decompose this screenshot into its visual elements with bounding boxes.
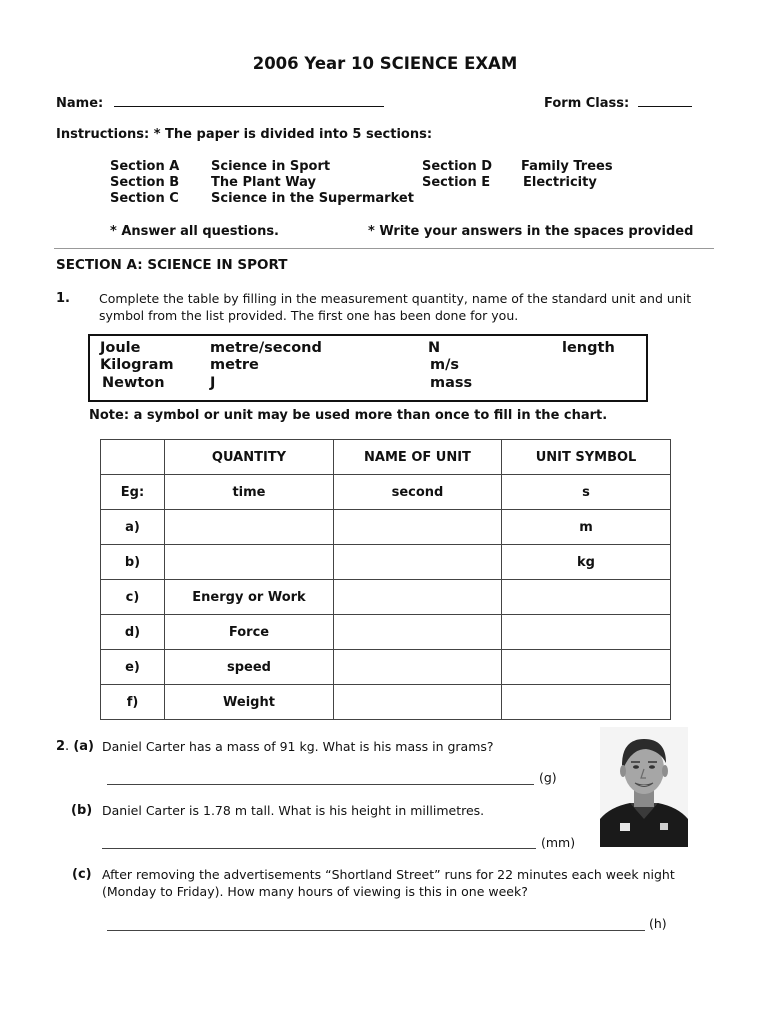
q2b-unit: (mm) [541,835,576,850]
row-label: f) [101,685,165,720]
table-row [101,545,671,580]
unit-name-cell[interactable] [334,580,502,615]
unit-symbol-cell: s [502,475,671,510]
divider [54,248,714,249]
unit-symbol-cell[interactable] [502,685,671,720]
unit-symbol-cell[interactable] [502,615,671,650]
section-c-topic: Science in the Supermarket [211,191,414,206]
quantity-cell: speed [165,650,334,685]
word-length: length [562,340,615,356]
header-blank [101,440,165,475]
unit-name-cell: second [334,475,502,510]
q2b-label: (b) [71,803,93,818]
q2b-text: Daniel Carter is 1.78 m tall. What is his height in millimetres. [102,803,485,818]
q2-number-row: 2. (a) [56,739,94,754]
word-newton: Newton [102,375,165,391]
q1-number: 1. [56,291,70,306]
word-j: J [210,375,216,391]
instructions: Instructions: * The paper is divided into 5 sections: [56,127,433,142]
unit-symbol-cell: kg [502,545,671,580]
name-field[interactable] [114,94,384,107]
note-answer-all: * Answer all questions. [110,224,279,239]
section-b-label: Section B [110,175,180,190]
unit-symbol-cell[interactable] [502,650,671,685]
table-row [101,650,671,685]
unit-name-cell[interactable] [334,685,502,720]
section-a-topic: Science in Sport [211,159,331,174]
header-name-of-unit: NAME OF UNIT [334,440,502,475]
quantity-cell: Force [165,615,334,650]
unit-name-cell[interactable] [334,545,502,580]
q2c-answer-line[interactable] [107,930,645,931]
word-mass: mass [430,375,473,391]
quantity-cell[interactable] [165,510,334,545]
quantity-cell: time [165,475,334,510]
q2c-unit: (h) [649,916,667,931]
note-write-answers: * Write your answers in the spaces provided [368,224,694,239]
q2b-answer-line[interactable] [102,848,536,849]
athlete-photo [600,727,688,847]
row-label: a) [101,510,165,545]
q2a-unit: (g) [539,770,557,785]
quantity-cell[interactable] [165,545,334,580]
header-quantity: QUANTITY [165,440,334,475]
section-a-label: Section A [110,159,180,174]
row-label: e) [101,650,165,685]
q2a-label: (a) [73,739,94,754]
q2a-answer-line[interactable] [107,784,534,785]
quantity-cell: Energy or Work [165,580,334,615]
q2-number: 2 [56,739,66,754]
table-row [101,510,671,545]
q1-note: Note: a symbol or unit may be used more than once to fill in the chart. [89,408,608,423]
q2c-text-line2: (Monday to Friday). How many hours of viewing is this in one week? [102,884,528,899]
row-label: b) [101,545,165,580]
section-b-topic: The Plant Way [211,175,316,190]
word-metre-second: metre/second [210,340,322,356]
section-c-label: Section C [110,191,179,206]
section-a-heading: SECTION A: SCIENCE IN SPORT [56,257,288,273]
quantity-cell: Weight [165,685,334,720]
row-label: d) [101,615,165,650]
form-class-field[interactable] [638,94,692,107]
q2c-text-line1: After removing the advertisements “Shortland Street” runs for 22 minutes each week night [102,867,675,882]
unit-name-cell[interactable] [334,650,502,685]
word-joule: Joule [100,340,141,356]
unit-name-cell[interactable] [334,615,502,650]
word-box [88,334,648,402]
name-label: Name: [56,96,104,111]
header-unit-symbol: UNIT SYMBOL [502,440,671,475]
word-n: N [428,340,441,356]
q2c-label: (c) [72,867,92,882]
exam-title: 2006 Year 10 SCIENCE EXAM [252,54,518,73]
q1-text-line1: Complete the table by filling in the measurement quantity, name of the standard unit and unit [99,291,692,306]
q2a-text: Daniel Carter has a mass of 91 kg. What is his mass in grams? [102,739,494,754]
word-m-s: m/s [430,357,460,373]
form-class-row [544,94,692,111]
table-row [101,580,671,615]
unit-symbol-cell[interactable] [502,580,671,615]
section-e-label: Section E [422,175,491,190]
form-class-label: Form Class: [544,96,630,111]
word-kilogram: Kilogram [100,357,174,373]
row-label: c) [101,580,165,615]
q1-text-line2: symbol from the list provided. The first one has been done for you. [99,308,519,323]
table-header-row [101,440,671,475]
unit-name-cell[interactable] [334,510,502,545]
unit-symbol-cell: m [502,510,671,545]
row-label: Eg: [101,475,165,510]
word-metre: metre [210,357,259,373]
measurement-table [100,439,671,720]
name-row [56,94,384,111]
section-d-topic: Family Trees [521,159,613,174]
table-row [101,685,671,720]
table-row [101,475,671,510]
section-d-label: Section D [422,159,493,174]
section-e-topic: Electricity [523,175,597,190]
table-row [101,615,671,650]
